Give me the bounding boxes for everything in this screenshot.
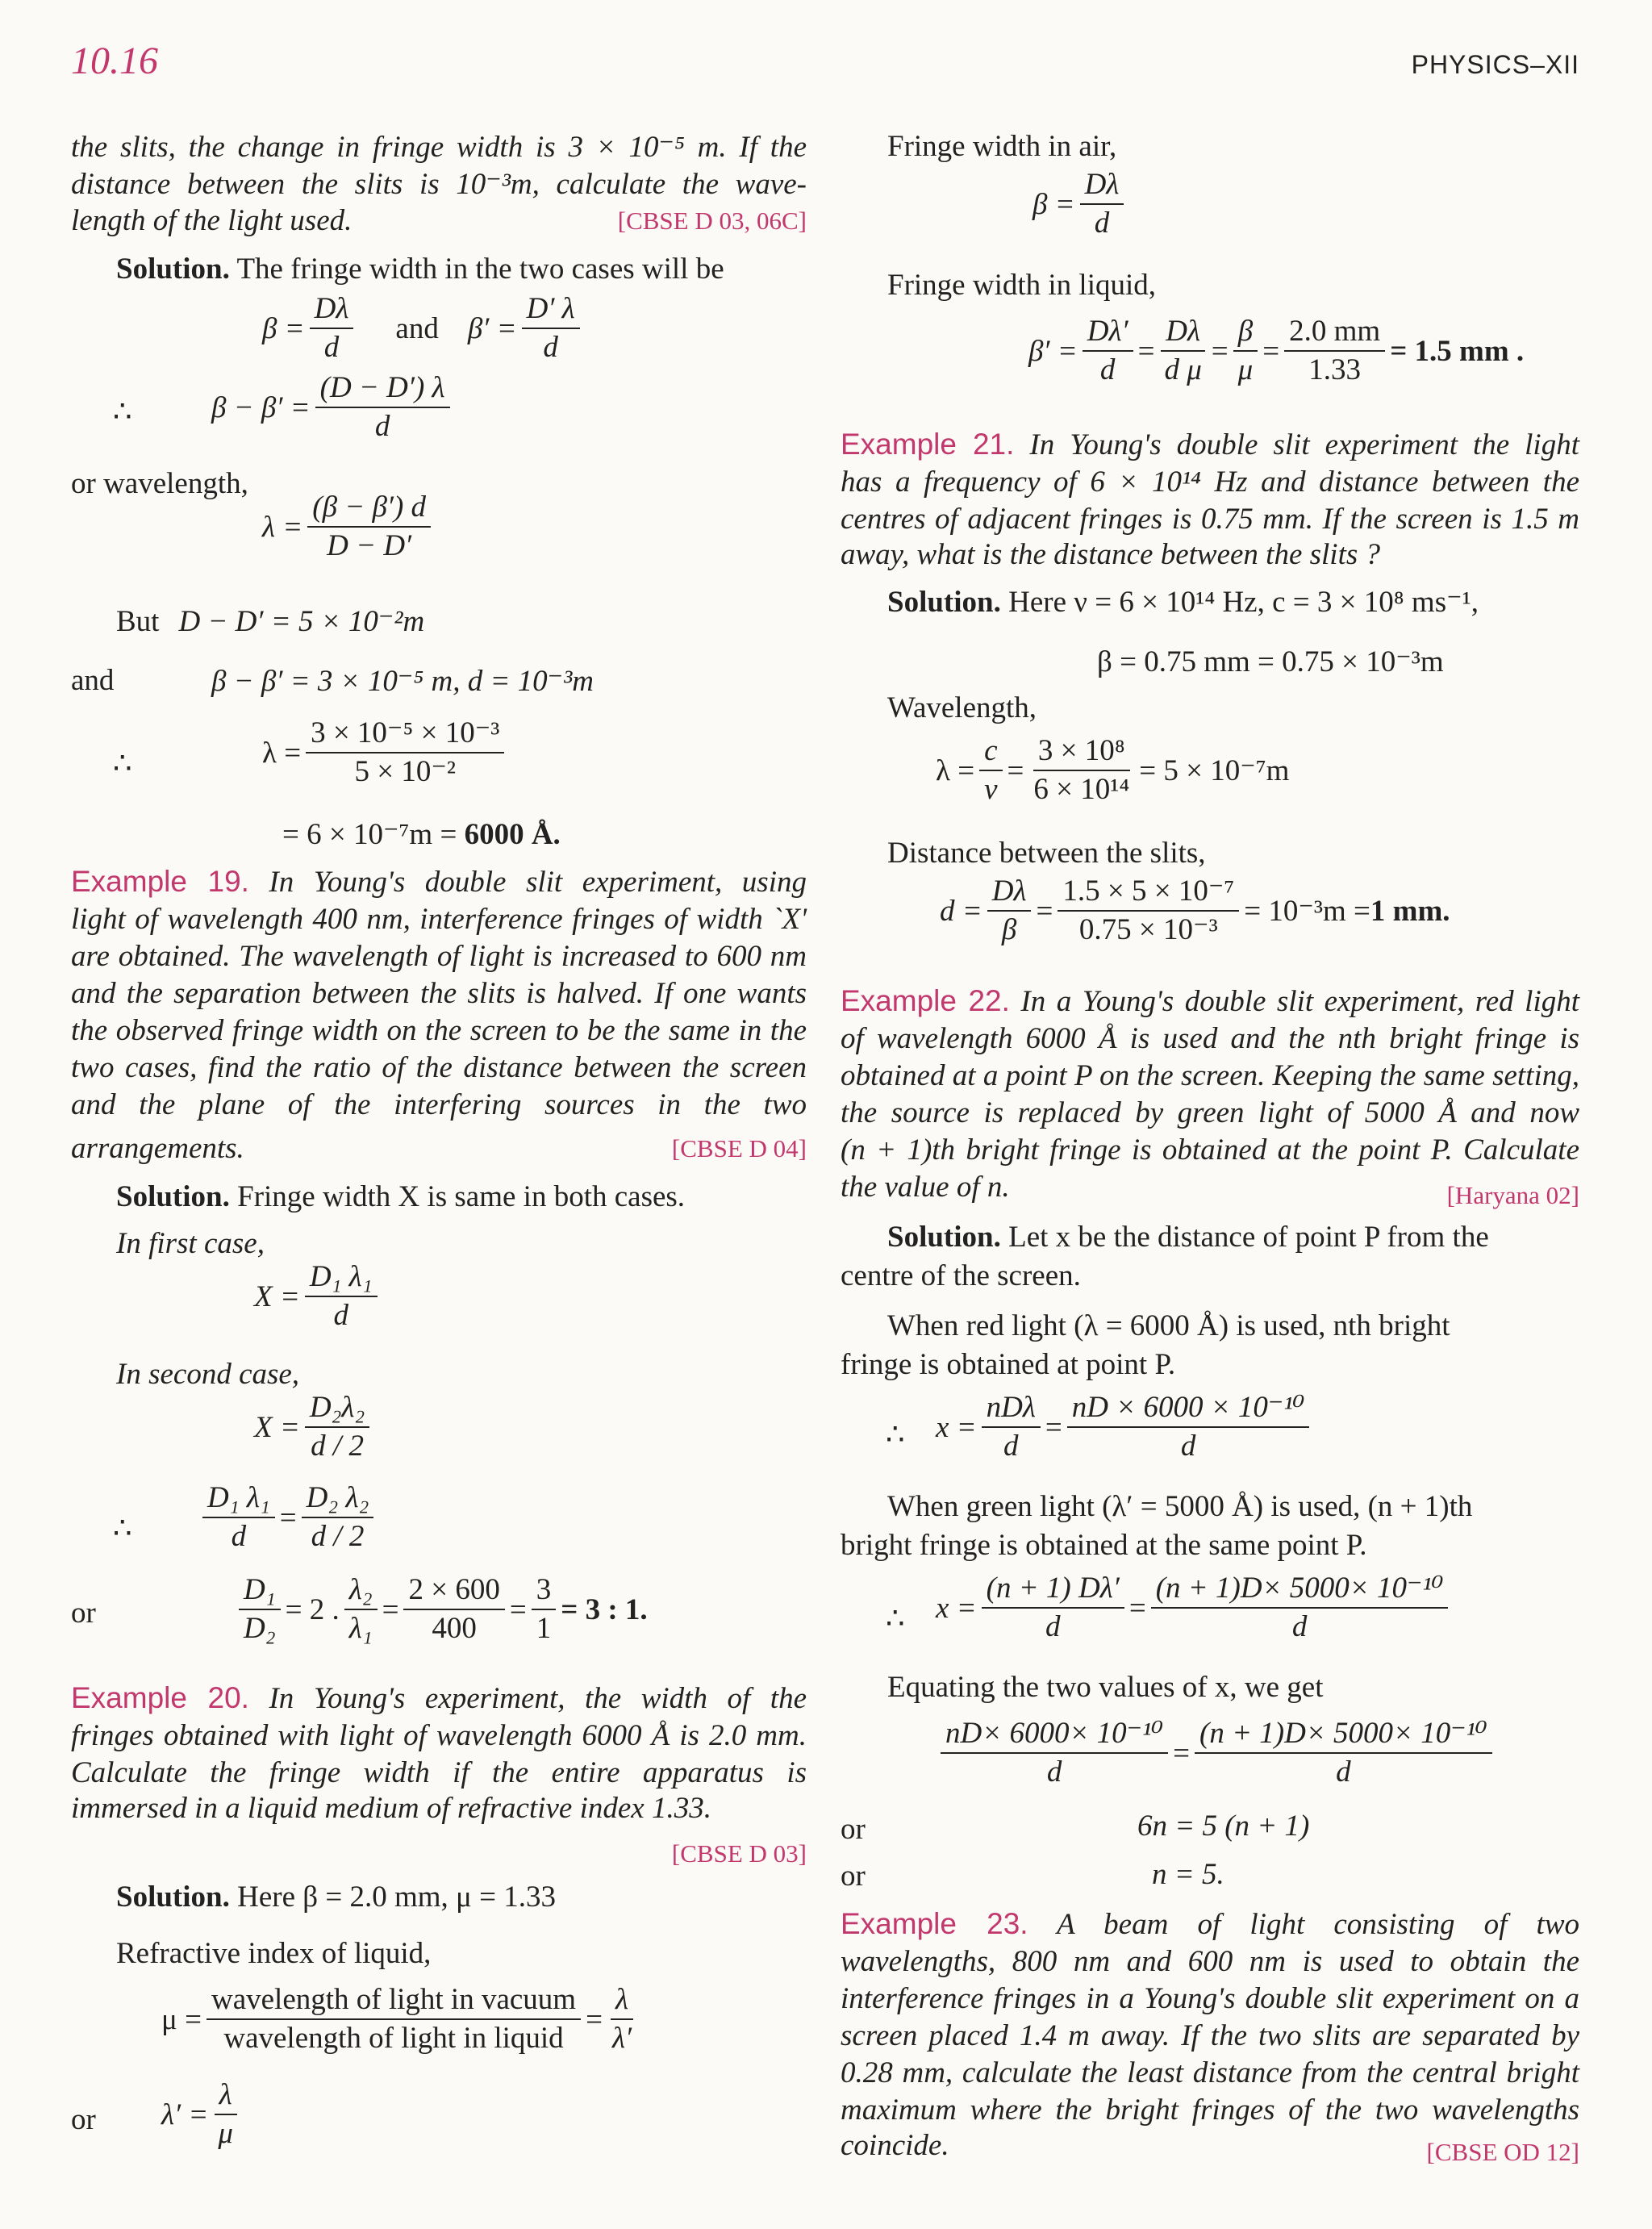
text-line: Example 20. In Young's experiment, the width of the — [71, 1681, 807, 1715]
exam-reference: [Haryana 02] — [1446, 1181, 1579, 1209]
text-line: Wavelength, — [887, 691, 1037, 724]
text-line: Fringe width in air, — [887, 130, 1117, 163]
text-line: maximum where the bright fringes of the two wavelengths — [841, 2093, 1579, 2127]
exam-reference: [CBSE D 03, 06C] — [617, 207, 807, 235]
text-line: the source is replaced by green light of 5000 Å and now — [841, 1096, 1579, 1129]
solution-intro: Solution. The fringe width in the two cases will be — [116, 253, 724, 286]
text-line: Refractive index of liquid, — [116, 1937, 432, 1970]
text-line: or — [841, 1813, 866, 1846]
text-line: of wavelength 6000 Å is used and the nth bright fringe is — [841, 1022, 1579, 1055]
text-line: or — [71, 2103, 96, 2136]
equation-first-case: X = $\frac{\text{D₁ λ₁}}{d}$ — [254, 1260, 382, 1333]
text-line: fringe is obtained at point P. — [841, 1348, 1176, 1381]
equation-slit-distance: d = $\frac{D\lambda}{\beta}$ = $\frac{\text{1.5 × 5 × 10⁻⁷}}{\text{0.75 × 10⁻³}}$ = 10⁻³m = 1 mm. — [940, 874, 1450, 946]
given-values: β − β′ = 3 × 10⁻⁵ m, d = 10⁻³m — [211, 665, 594, 698]
equation-equal-widths: $\frac{\text{D₁ λ₁}}{d}$ = $\frac{\text{D₂ λ₂}}{d / 2}$ — [198, 1481, 378, 1554]
text-line: or wavelength, — [71, 467, 248, 500]
text-line: Example 23. A beam of light consisting of two — [841, 1907, 1579, 1941]
text-line: obtained at a point P on the screen. Keeping the same setting, — [841, 1059, 1579, 1092]
solution-intro: Solution. Here ν = 6 × 10¹⁴ Hz, c = 3 × 10⁸ ms⁻¹, — [887, 586, 1479, 619]
text-line: When red light (λ = 6000 Å) is used, nth bright — [887, 1309, 1450, 1342]
equation-step: 6n = 5 (n + 1) — [1137, 1809, 1310, 1843]
text-line: length of the light used. — [71, 204, 353, 237]
text-line: Equating the two values of x, we get — [887, 1671, 1324, 1704]
text-line: are obtained. The wavelength of light is increased to 600 nm — [71, 940, 807, 973]
text-line: But D − D′ = 5 × 10⁻²m — [116, 605, 425, 638]
example-23-question — [841, 1906, 1579, 2129]
text-line: the slits, the change in fringe width is 3 × 10⁻⁵ m. If the — [71, 131, 807, 164]
exam-reference: [CBSE OD 12] — [1426, 2138, 1579, 2166]
text-line: (n + 1)th bright fringe is obtained at the point P. Calculate — [841, 1133, 1579, 1167]
given-values: β = 0.75 mm = 0.75 × 10⁻³m — [1097, 645, 1444, 678]
text-line: Example 19. In Young's double slit experiment, using — [71, 865, 807, 899]
equation-refractive-index: μ = $\frac{\text{wavelength of light in vacuum}}{\text{wavelength of light in liquid}}$ = $\frac{\lambda}{\lambda'}$ — [161, 1983, 632, 2055]
text-line: Calculate the fringe width if the entire apparatus is — [71, 1756, 807, 1789]
therefore-symbol: ∴ — [886, 1418, 905, 1451]
example-22-question — [841, 983, 1579, 1169]
equation-fringe-widths: β = $\frac{D\lambda}{d}$ and β′ = $\frac{D' \lambda}{d}$ — [262, 292, 585, 365]
example-label: Example 22. — [841, 984, 1010, 1017]
equation-fringe-liquid: β′ = $\frac{D\lambda'}{d}$ = $\frac{D\lambda}{\text{d μ}}$ = $\frac{\beta}{\mu}$ = $\frac{2.0 mm}{1.33}$ = 1.5 mm . — [1028, 315, 1525, 386]
equation-fringe-air: β = $\frac{D\lambda}{d}$ — [1032, 168, 1128, 240]
text-line: or — [841, 1860, 866, 1893]
text-line: two cases, find the ratio of the distance between the screen — [71, 1051, 807, 1084]
text-line: interference fringes in a Young's double slit experiment on a — [841, 1982, 1579, 2015]
text-line: has a frequency of 6 × 10¹⁴ Hz and distance between the — [841, 465, 1579, 499]
therefore-symbol: ∴ — [113, 747, 132, 780]
text-line: centre of the screen. — [841, 1259, 1081, 1292]
equation-wavelength: λ = $\frac{c}{\nu}$ = $\frac{\text{3 × 10⁸}}{\text{6 × 10¹⁴}}$ = 5 × 10⁻⁷m — [936, 734, 1290, 806]
therefore-symbol: ∴ — [113, 395, 132, 428]
text-line: In second case, — [116, 1358, 300, 1391]
text-line: arrangements. — [71, 1132, 244, 1165]
text-line: and the plane of the interfering sources in the two — [71, 1088, 807, 1121]
example-label: Example 23. — [841, 1907, 1028, 1940]
example-20-question — [71, 1680, 807, 1792]
solution-intro: Solution. Let x be the distance of point P from the — [887, 1221, 1489, 1254]
text-line: Distance between the slits, — [887, 837, 1206, 870]
text-line: Example 21. In Young's double slit experiment the light — [841, 428, 1579, 461]
text-line: and the separation between the slits is halved. If one wants — [71, 977, 807, 1010]
equation-red-position: x = $\frac{\text{nDλ}}{d}$ = $\frac{\text{nD × 6000 × 10⁻¹⁰}}{d}$ — [936, 1391, 1314, 1463]
answer: = 6 × 10⁻⁷m = 6000 Å. — [282, 818, 561, 851]
text-line: and — [71, 664, 115, 697]
text-line: wavelengths, 800 nm and 600 nm is used to obtain the — [841, 1945, 1579, 1978]
equation-wavelength: λ = $\frac{(\beta - \beta') d}{D - D'}$ — [262, 490, 436, 563]
solution-intro: Solution. Fringe width X is same in both cases. — [116, 1180, 686, 1213]
text-line: or — [71, 1597, 96, 1630]
text-line: fringes obtained with light of wavelength 6000 Å is 2.0 mm. — [71, 1719, 807, 1752]
equation-lambda-prime: λ′ = $\frac{\lambda}{\mu}$ — [161, 2078, 243, 2151]
running-title: PHYSICS–XII — [1411, 50, 1579, 79]
text-line: immersed in a liquid medium of refractive index 1.33. — [71, 1792, 711, 1825]
answer: n = 5. — [1152, 1858, 1224, 1891]
text-line: distance between the slits is 10⁻³m, calculate the wave- — [71, 168, 807, 201]
text-line: light of wavelength 400 nm, interference fringes of width `X' — [71, 903, 807, 936]
example-label: Example 21. — [841, 428, 1015, 461]
text-line: centres of adjacent fringes is 0.75 mm. If the screen is 1.5 m — [841, 503, 1579, 536]
therefore-symbol: ∴ — [886, 1602, 905, 1635]
text-line: screen placed 1.4 m away. If the two slits are separated by — [841, 2019, 1579, 2052]
example-label: Example 19. — [71, 865, 249, 898]
text-line: coincide. — [841, 2129, 949, 2162]
text-line: away, what is the distance between the slits ? — [841, 538, 1381, 571]
text-line: Example 22. In a Young's double slit experiment, red light — [841, 984, 1579, 1018]
exam-reference: [CBSE D 04] — [671, 1134, 807, 1163]
example-label: Example 20. — [71, 1681, 249, 1714]
text-line: When green light (λ′ = 5000 Å) is used, (n + 1)th — [887, 1490, 1473, 1523]
equation-ratio: $\frac{\text{D₁}}{\text{D₂}}$ = 2 . $\frac{\text{λ₂}}{\text{λ₁}}$ = $\frac{2 \times 600}{400}$ = $\frac{3}{1}$ = 3 : 1. — [234, 1573, 648, 1646]
equation-second-case: X = $\frac{\text{D₂λ₂}}{d / 2}$ — [254, 1391, 374, 1463]
text-line: the value of n. — [841, 1171, 1010, 1204]
text-line: In first case, — [116, 1227, 265, 1260]
text-line: bright fringe is obtained at the same point P. — [841, 1529, 1367, 1562]
equation-green-position: x = $\frac{(n + 1) D\lambda'}{d}$ = $\frac{\text{(n + 1)D× 5000× 10⁻¹⁰}}{d}$ — [936, 1572, 1453, 1644]
solution-intro: Solution. Here β = 2.0 mm, μ = 1.33 — [116, 1880, 556, 1914]
question-continuation — [71, 129, 807, 203]
exam-reference: [CBSE D 03] — [671, 1839, 807, 1868]
equation-difference: β − β′ = $\frac{(D - D') \lambda}{d}$ — [211, 371, 455, 444]
page-number: 10.16 — [71, 40, 158, 82]
equation-wavelength-values: λ = $\frac{\text{3 × 10⁻⁵ × 10⁻³}}{\text{5 × 10⁻²}}$ — [262, 716, 509, 789]
text-line: Fringe width in liquid, — [887, 269, 1156, 302]
example-19-question — [71, 863, 807, 1124]
example-21-question — [841, 426, 1579, 538]
equation-equating: $\frac{\text{nD× 6000× 10⁻¹⁰}}{d}$ = $\frac{\text{(n + 1)D× 5000× 10⁻¹⁰}}{d}$ — [936, 1717, 1497, 1789]
therefore-symbol: ∴ — [113, 1512, 132, 1545]
text-line: 0.28 mm, calculate the least distance from the central bright — [841, 2056, 1579, 2089]
text-line: the observed fringe width on the screen to be the same in the — [71, 1014, 807, 1047]
